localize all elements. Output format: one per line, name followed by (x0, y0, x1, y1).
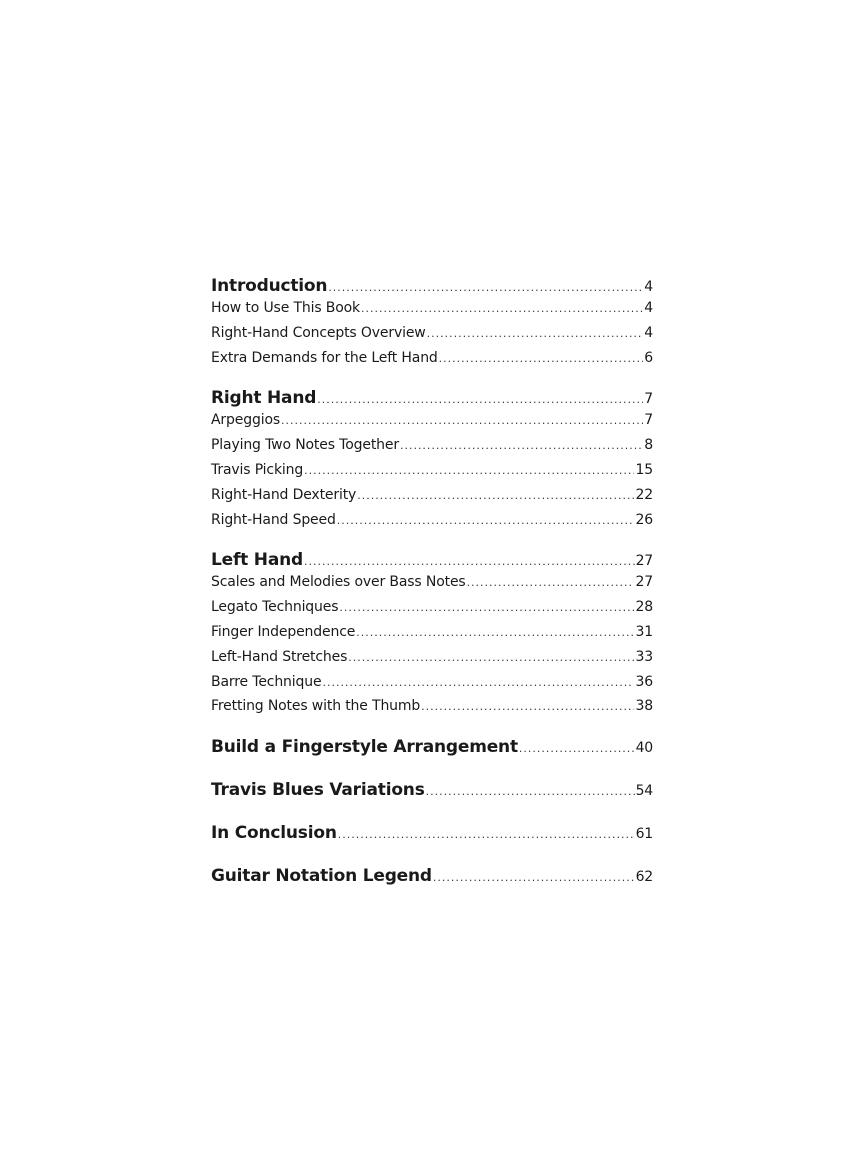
toc-item (211, 674, 653, 699)
toc-heading (211, 866, 653, 890)
toc-item-title: Scales and Melodies over Bass Notes (211, 574, 466, 591)
toc-item (211, 300, 653, 325)
toc-page-number: 28 (635, 599, 653, 616)
toc-heading-title: Travis Blues Variations (211, 780, 425, 801)
dot-leader (328, 281, 643, 294)
toc-page-number: 7 (644, 391, 653, 408)
dot-leader (304, 555, 635, 568)
dot-leader (427, 327, 644, 340)
dot-leader (337, 514, 635, 527)
toc-heading (211, 276, 653, 300)
toc-item-title: How to Use This Book (211, 300, 361, 316)
toc-heading-title: Build a Fingerstyle Arrangement (211, 737, 518, 758)
toc-page-number: 8 (644, 437, 653, 454)
toc-section-travis-blues (211, 780, 653, 804)
toc-item (211, 437, 653, 462)
dot-leader (304, 464, 634, 477)
toc-item-title: Arpeggios (211, 412, 281, 429)
dot-leader (421, 700, 634, 713)
toc-item-title: Barre Technique (211, 673, 322, 690)
dot-leader (426, 785, 635, 798)
toc-section-notation-legend (211, 866, 653, 890)
toc-item (211, 462, 653, 487)
table-of-contents (211, 276, 653, 909)
toc-heading-title: In Conclusion (211, 823, 337, 844)
toc-heading-title: Left Hand (211, 550, 303, 571)
toc-item-title: Travis Picking (211, 461, 304, 478)
dot-leader (400, 439, 643, 452)
dot-leader (433, 871, 635, 884)
toc-page-number: 40 (635, 740, 653, 757)
toc-item (211, 574, 653, 599)
toc-page-number: 54 (635, 783, 653, 800)
toc-item (211, 325, 653, 350)
toc-page-number: 7 (644, 412, 653, 429)
toc-section-conclusion (211, 823, 653, 847)
dot-leader (361, 302, 643, 315)
toc-heading (211, 737, 653, 761)
toc-item-title: Right-Hand Speed (211, 511, 336, 528)
toc-section-introduction (211, 276, 653, 374)
toc-page-number: 4 (644, 279, 653, 295)
toc-page-number: 38 (635, 698, 653, 715)
toc-page-number: 31 (635, 623, 653, 640)
toc-item-title: Finger Independence (211, 623, 356, 640)
toc-heading (211, 780, 653, 804)
dot-leader (467, 576, 635, 589)
toc-item (211, 350, 653, 375)
toc-item-title: Right-Hand Dexterity (211, 486, 357, 503)
toc-item (211, 512, 653, 537)
toc-page-number: 4 (644, 300, 653, 316)
toc-page-number: 27 (635, 553, 653, 570)
dot-leader (338, 828, 635, 841)
toc-page-number: 15 (635, 461, 653, 478)
toc-heading-title: Introduction (211, 276, 328, 296)
toc-item (211, 487, 653, 512)
toc-item-title: Left-Hand Stretches (211, 648, 348, 665)
toc-page-number: 26 (635, 511, 653, 528)
toc-page-number: 4 (644, 324, 653, 341)
toc-heading-title: Guitar Notation Legend (211, 866, 432, 887)
toc-heading (211, 550, 653, 574)
toc-item (211, 624, 653, 649)
toc-heading (211, 823, 653, 847)
toc-section-left-hand (211, 550, 653, 723)
dot-leader (339, 601, 634, 614)
dot-leader (317, 393, 643, 406)
toc-page-number: 22 (635, 486, 653, 503)
toc-item (211, 599, 653, 624)
toc-page-number: 36 (635, 673, 653, 690)
toc-item (211, 412, 653, 437)
dot-leader (356, 626, 634, 639)
toc-item-title: Extra Demands for the Left Hand (211, 349, 438, 366)
toc-page-number: 6 (644, 349, 653, 366)
toc-item (211, 698, 653, 723)
toc-item-title: Legato Techniques (211, 599, 339, 616)
toc-page-number: 27 (635, 574, 653, 591)
toc-page-number: 61 (635, 826, 653, 843)
toc-heading (211, 388, 653, 412)
toc-section-build-arrangement (211, 737, 653, 761)
toc-heading-title: Right Hand (211, 388, 317, 409)
dot-leader (348, 651, 634, 664)
toc-section-right-hand (211, 388, 653, 536)
toc-page-number: 33 (635, 648, 653, 665)
toc-item-title: Fretting Notes with the Thumb (211, 698, 421, 715)
toc-item (211, 649, 653, 674)
dot-leader (281, 414, 643, 427)
dot-leader (439, 352, 644, 365)
dot-leader (357, 489, 634, 502)
toc-page-number: 62 (635, 869, 653, 886)
dot-leader (322, 676, 634, 689)
toc-item-title: Playing Two Notes Together (211, 437, 399, 454)
dot-leader (519, 742, 635, 755)
toc-item-title: Right-Hand Concepts Overview (211, 324, 426, 341)
